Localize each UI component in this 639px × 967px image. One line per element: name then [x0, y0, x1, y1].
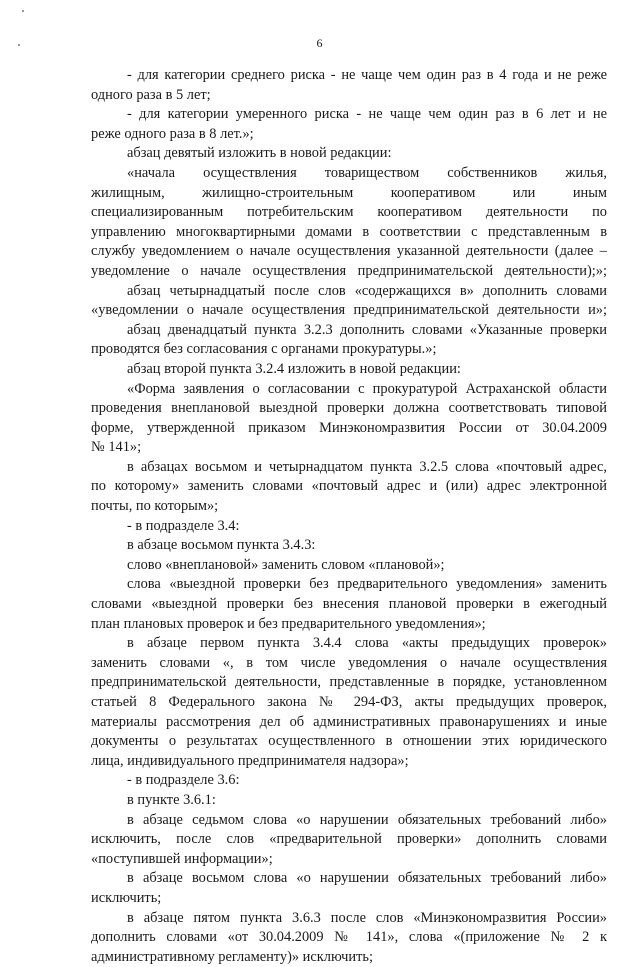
text-line: лица, индивидуального предпринимателя надзора»;	[91, 752, 409, 769]
text-line: предпринимательской деятельности, представленные в порядке, установленном	[91, 674, 607, 691]
text-line: специализированным потребительским кооперативом деятельности по	[91, 204, 607, 221]
text-line: почты, по которым»;	[91, 498, 219, 515]
text-line: абзац двенадцатый пункта 3.2.3 дополнить словами «Указанные проверки	[127, 321, 607, 338]
text-line: проводятся без согласования с органами прокуратуры.»;	[91, 341, 437, 358]
text-line: заменить словами «, в том числе уведомления о начале осуществления	[91, 654, 607, 671]
text-line: одного раза в 5 лет;	[91, 86, 211, 103]
text-line: «Форма заявления о согласовании с прокуратурой Астраханской области	[127, 380, 607, 397]
text-line: план плановых проверок и без предварительного уведомления»;	[91, 615, 486, 632]
text-line: исключить;	[91, 889, 162, 906]
text-line: - в подразделе 3.4:	[127, 517, 240, 534]
text-line: словами «выездной проверки без внесения плановой проверки в ежегодный	[91, 596, 607, 613]
document-body	[91, 66, 607, 967]
text-line: в абзаце седьмом слова «о нарушении обязательных требований либо»	[127, 811, 607, 828]
text-line: абзац девятый изложить в новой редакции:	[127, 145, 392, 162]
text-line: - в подразделе 3.6:	[127, 772, 240, 789]
text-line: административному регламенту)» исключить;	[91, 948, 373, 965]
text-line: в абзаце восьмом пункта 3.4.3:	[127, 537, 316, 554]
text-line: в абзаце пятом пункта 3.6.3 после слов «Минэкономразвития России»	[127, 909, 607, 926]
text-line: в абзаце восьмом слова «о нарушении обязательных требований либо»	[127, 870, 607, 887]
text-line: по которому» заменить словами «почтовый адрес и (или) адрес электронной	[91, 478, 607, 495]
text-line: «начала осуществления товариществом собственников жилья,	[127, 164, 607, 181]
text-line: уведомление о начале осуществления предпринимательской деятельности);»;	[91, 262, 607, 279]
text-line: абзац четырнадцатый после слов «содержащихся в» дополнить словами	[127, 282, 607, 299]
text-line: проведения внеплановой выездной проверки должна соответствовать типовой	[91, 400, 607, 417]
text-line: № 141»;	[91, 439, 142, 456]
text-line: абзац второй пункта 3.2.4 изложить в новой редакции:	[127, 360, 461, 377]
text-line: слова «выездной проверки без предварительного уведомления» заменить	[127, 576, 607, 593]
text-line: - для категории среднего риска - не чаще чем один раз в 4 года и не реже	[127, 67, 607, 83]
page-number: 6	[316, 36, 323, 50]
text-line: «поступившей информации»;	[91, 850, 273, 867]
text-line: статьей 8 Федерального закона № 294-ФЗ, акты предыдущих проверок,	[91, 694, 607, 710]
text-line: документы о результатах осуществленного в отношении этих юридического	[91, 733, 607, 750]
text-line: материалы рассмотрения дел об административных правонарушениях и иные	[91, 713, 607, 730]
scan-speck	[22, 10, 24, 12]
text-line: - для категории умеренного риска - не чаще чем один раз в 6 лет и не	[127, 106, 607, 123]
text-line: дополнить словами «от 30.04.2009 № 141», слова «(приложение № 2 к	[91, 929, 607, 946]
text-line: службу уведомлением о начале осуществления указанной деятельности (далее –	[91, 243, 607, 260]
text-line: в абзаце первом пункта 3.4.4 слова «акты предыдущих проверок»	[127, 635, 607, 652]
text-line: управлению многоквартирными домами в соответствии с представленным в	[91, 223, 607, 240]
text-line: «уведомлении о начале осуществления предпринимательской деятельности и»;	[91, 302, 607, 319]
text-line: жилищным, жилищно-строительным кооперативом или иным	[91, 184, 607, 201]
text-line: в абзацах восьмом и четырнадцатом пункта 3.2.5 слова «почтовый адрес,	[127, 458, 607, 475]
text-line: слово «внеплановой» заменить словом «плановой»;	[127, 556, 445, 573]
text-line: форме, утвержденной приказом Минэкономразвития России от 30.04.2009	[91, 419, 607, 436]
text-line: реже одного раза в 8 лет.»;	[91, 125, 254, 142]
text-line: в пункте 3.6.1:	[127, 791, 216, 808]
text-line: исключить, после слов «предварительной проверки» дополнить словами	[91, 831, 607, 848]
